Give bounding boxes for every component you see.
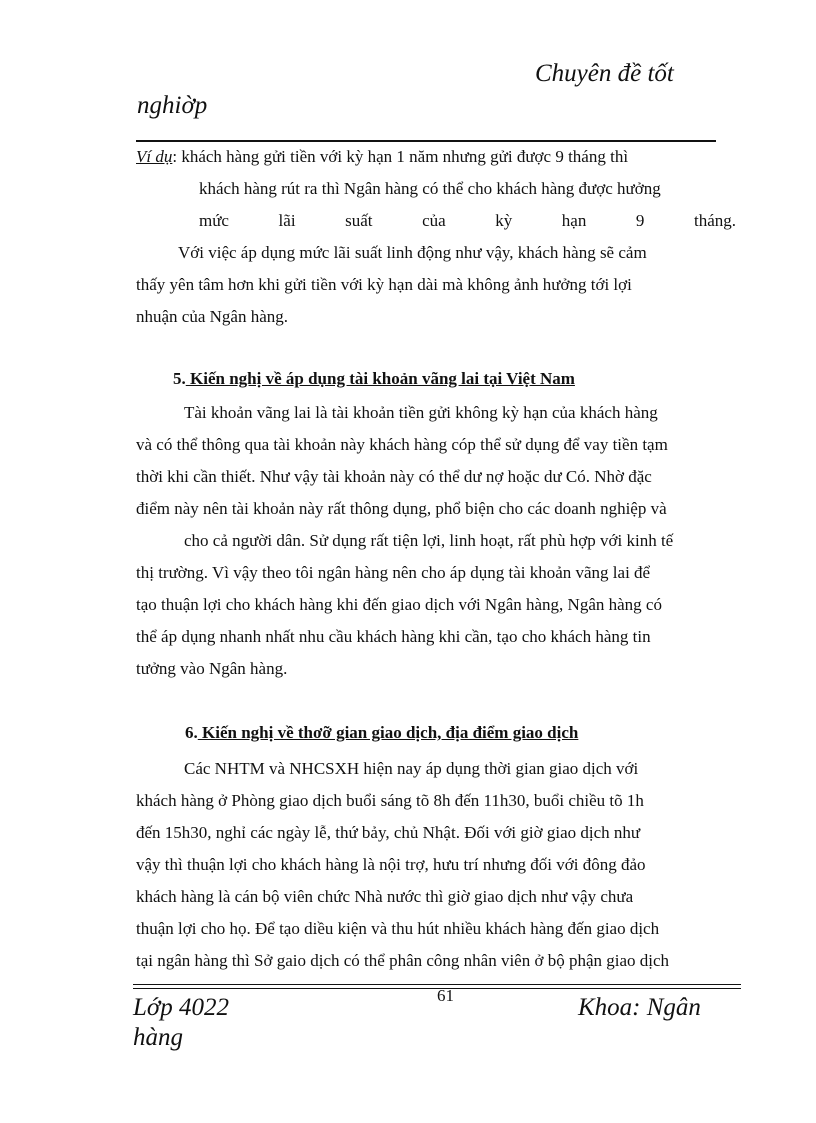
header-rule [136, 140, 716, 142]
paragraph-3-line-2: khách hàng ở Phòng giao dịch buổi sáng tõ 8h đến 11h30, buổi chiều tõ 1h [136, 791, 644, 810]
header-title: Chuyên đề tốt [535, 60, 674, 87]
paragraph-1-line-1: Với việc áp dụng mức lãi suất linh động như vậy, khách hàng sẽ cảm [178, 243, 647, 262]
page-number: 61 [437, 986, 454, 1005]
paragraph-2-line-3: thời khi cần thiết. Như vậy tài khoản này có thể dư nợ hoặc dư Có. Nhờ đặc [136, 467, 652, 486]
paragraph-2-line-7: tạo thuận lợi cho khách hàng khi đến giao dịch với Ngân hàng, Ngân hàng có [136, 595, 662, 614]
section-5-heading [173, 368, 575, 390]
paragraph-3-line-6: thuận lợi cho họ. Để tạo diều kiện và thu hút nhiều khách hàng đến giao dịch [136, 919, 660, 938]
paragraph-2-line-6: thị trường. Vì vậy theo tôi ngân hàng nên cho áp dụng tài khoản vãng lai để [136, 563, 651, 582]
section-5-number: 5. [173, 369, 186, 388]
footer-class-continued: hàng [133, 1024, 183, 1051]
paragraph-3-line-1: Các NHTM và NHCSXH hiện nay áp dụng thời gian giao dịch với [184, 759, 639, 778]
footer-class: Lớp 4022 [133, 994, 229, 1021]
paragraph-3-line-7: tại ngân hàng thì Sở gaio dịch có thể phân công nhân viên ở bộ phận giao dịch [136, 951, 670, 970]
paragraph-2-line-1: Tài khoản vãng lai là tài khoản tiền gửi không kỳ hạn của khách hàng [184, 403, 658, 422]
example-text: : khách hàng gửi tiền với kỳ hạn 1 năm nhưng gửi được 9 tháng thì [172, 147, 629, 166]
footer-rule-top [133, 984, 741, 985]
paragraph-3-line-3: đến 15h30, nghỉ các ngày lễ, thứ bảy, chủ Nhật. Đối với giờ giao dịch như [136, 823, 641, 842]
example-line-1 [136, 146, 628, 168]
paragraph-1-line-3: nhuận của Ngân hàng. [136, 307, 289, 326]
section-5-title: Kiến nghị về áp dụng tài khoản vãng lai tại Việt Nam [185, 369, 575, 388]
paragraph-2-line-8: thể áp dụng nhanh nhất nhu cầu khách hàng khi cần, tạo cho khách hàng tin [136, 627, 651, 646]
section-6-number: 6. [185, 723, 198, 742]
section-6-heading [185, 722, 578, 744]
paragraph-1-line-2: thấy yên tâm hơn khi gửi tiền với kỳ hạn dài mà không ảnh hưởng tới lợi [136, 275, 632, 294]
paragraph-2-line-4: điểm này nên tài khoản này rất thông dụng, phổ biện cho các doanh nghiệp và [136, 499, 667, 518]
paragraph-3-line-4: vậy thì thuận lợi cho khách hàng là nội trợ, hưu trí nhưng đối với đông đảo [136, 855, 646, 874]
paragraph-2-line-2: và có thể thông qua tài khoản này khách hàng cóp thể sử dụng để vay tiền tạm [136, 435, 668, 454]
paragraph-2-line-9: tưởng vào Ngân hàng. [136, 659, 288, 678]
section-6-title: Kiến nghị về thơỡ gian giao dịch, địa điểm giao dịch [197, 723, 579, 742]
header-title-continued: nghiờp [137, 92, 208, 119]
footer-faculty: Khoa: Ngân [578, 994, 701, 1021]
example-line-3: mức lãi suất của kỳ hạn 9 tháng. [199, 211, 736, 230]
example-line-2: khách hàng rút ra thì Ngân hàng có thể cho khách hàng được hưởng [199, 179, 661, 198]
paragraph-3-line-5: khách hàng là cán bộ viên chức Nhà nước thì giờ giao dịch như vậy chưa [136, 887, 634, 906]
paragraph-2-line-5: cho cả người dân. Sử dụng rất tiện lợi, linh hoạt, rất phù hợp với kinh tế [184, 531, 674, 550]
example-label: Ví dụ [136, 147, 173, 166]
